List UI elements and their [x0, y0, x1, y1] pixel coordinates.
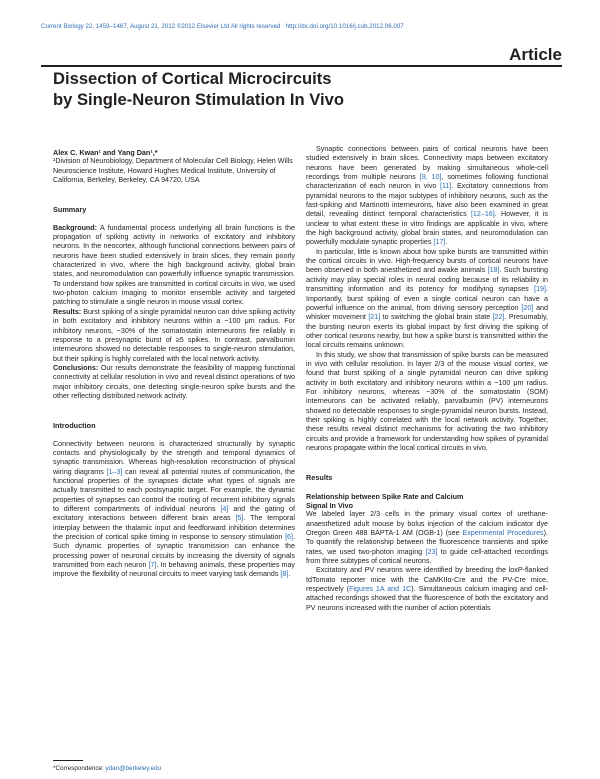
body-text: Synaptic connections between pairs of cortical neurons have been studied extensively in brain slices. Connectivity maps between excitatory neurons have been generated by making simultaneous whole-cell recordings from multiple neurons	[306, 145, 548, 182]
citation-link[interactable]: [12–16]	[470, 210, 495, 219]
citation-link[interactable]: [7]	[148, 561, 157, 570]
citation-link[interactable]: [20]	[521, 303, 534, 312]
subheading-line-2: Signal In Vivo	[306, 501, 353, 511]
citation-link[interactable]: [17]	[433, 238, 446, 247]
intro-text: and the gating of excitatory interactions between different brain areas	[53, 505, 295, 523]
conclusions-text: Our results demonstrate the feasibility of mapping functional connectivity at cellular resolution in vivo and reveal distinct operations of two major inhibitory circuits, one detecting single-neuron spike bursts and the other reflecting distributed network activity.	[53, 363, 295, 400]
body-text: ). Simultaneous calcium imaging and cell-attached recordings showed that the fluorescence of both the excitatory and PV neurons increased with the number of action potentials	[306, 585, 548, 612]
body-text: . Excitatory connections from pyramidal neurons to the major subtypes of inhibitory neurons, such as the fast-spiking and Martinotti interneurons, have also been examined in great detail, revealing distinct temporal characteristics	[306, 182, 548, 219]
title-line-1: Dissection of Cortical Microcircuits	[53, 69, 332, 88]
citation-link[interactable]: [1–3]	[106, 467, 123, 476]
citation-link[interactable]: [19]	[534, 285, 547, 294]
body-paragraph	[306, 248, 548, 351]
body-text: . Such bursting activity may play special roles in neural coding because of its reliability in transmitting information and its potency for modifying synapses	[306, 266, 548, 294]
body-paragraph	[306, 145, 548, 248]
article-type-label: Article	[509, 45, 562, 64]
body-text: , sometimes following functional characterization of each neuron in vivo	[306, 173, 549, 191]
introduction-heading: Introduction	[53, 421, 96, 431]
journal-name: Current Biology	[41, 23, 84, 30]
doi-link[interactable]: http://dx.doi.org/10.1016/j.cub.2012.06.007	[285, 23, 404, 30]
intro-text: . In behaving animals, these properties may improve the flexibility of neuronal circuits to meet varying task demands	[53, 561, 295, 579]
email-link[interactable]: ydan@berkeley.edu	[105, 765, 162, 772]
journal-header	[41, 23, 561, 30]
summary-conclusions	[53, 364, 295, 401]
citation-link[interactable]: [23]	[425, 547, 438, 556]
citation-link[interactable]: [9, 10]	[419, 173, 442, 182]
figure-link[interactable]: Figures 1A and 1C	[349, 585, 412, 594]
body-text: We labeled layer 2/3 cells in the primary visual cortex of urethane-anaesthetized adult mouse by bolus injection of the calcium indicator dye Oregon Green 488 BAPTA-1 AM (OGB-1) (see	[306, 510, 548, 538]
intro-text: .	[288, 570, 291, 579]
citation-link[interactable]: [8]	[280, 570, 289, 579]
body-paragraph	[306, 510, 548, 566]
intro-text: can reveal all potential routes of communication, the functional properties of the synapses dictate what types of signals are actually transmitted to each postsynaptic target. For example, the dynamic properties of synapses can control the routing of recurrent inhibitory signals to different compartments of individual neurons	[53, 467, 295, 513]
intro-text: . Such dynamic properties of synaptic transmission can enhance the processing power of neuronal circuits by increasing the diversity of signals transmitted from each neuron	[53, 533, 295, 570]
results-text: Burst spiking of a single pyramidal neuron can drive spiking activity in both excitatory and inhibitory neurons within a ~100 μm radius. For inhibitory neurons, ~30% of the somatostatin interneurons fire reliably in response to a presynaptic burst of ≥5 spikes. In contrast, parvalbumin interneurons showed no detectable responses to single-neuron stimulation, but their spiking is highly correlated with the local network activity.	[53, 307, 295, 363]
citation-link[interactable]: [5]	[235, 514, 244, 523]
summary-results	[53, 308, 295, 364]
body-text: .	[445, 238, 448, 247]
body-text: ). To quantify the relationship between the fluorescence transients and spike rates, we used two-photon imaging	[306, 529, 548, 556]
introduction-paragraph	[53, 440, 295, 580]
background-text: A fundamental process underlying all brain functions is the propagation of spiking activity in networks of excitatory and inhibitory neurons. In the neocortex, although functional connections between pairs of neurons have been studied extensively in brain slices, they remain poorly characterized in vivo, where the high background activity, global brain states, and neuromodulation can powerfully influence synaptic transmission. To understand how spikes are transmitted in cortical circuits in vivo, we used two-photon calcium imaging to monitor ensemble activity and targeted patching to stimulate a single neuron in mouse visual cortex.	[53, 223, 295, 307]
citation-link[interactable]: [6]	[285, 533, 294, 542]
body-text: . Presumably, the bursting neuron exerts its global impact by first driving the spiking of other cortical neurons nearby, but how a spike burst is transmitted within the local circuits remains unknown.	[306, 313, 549, 350]
body-text: In particular, little is known about how spike bursts are transmitted within the cortical circuits in vivo. High-frequency bursts of cortical neurons have been observed in both anesthetized and awake animals	[306, 247, 548, 275]
footnote-label: *Correspondence:	[53, 765, 106, 772]
body-text: and whisker movement	[306, 303, 548, 322]
header-rule	[41, 65, 562, 67]
body-text: to guide cell-attached recordings from three subtypes of cortical neurons.	[306, 547, 548, 566]
citation-link[interactable]: [22]	[492, 313, 505, 322]
intro-text: Connectivity between neurons is characterized structurally by synaptic contacts and physiologically by the strength and temporal dynamics of synaptic transmission. Whereas high-resolution reconstruction of physical wiring diagrams	[53, 439, 295, 476]
body-text: to switching the global brain state	[380, 313, 493, 322]
copyright-notice: ©2012 Elsevier Ltd All rights reserved	[176, 23, 281, 30]
summary-background	[53, 224, 295, 308]
methods-link[interactable]: Experimental Procedures	[462, 529, 544, 538]
results-heading: Results	[306, 473, 333, 483]
body-text: . However, it is unclear to what extent these in vitro findings are applicable in vivo, where the high background activity, global brain states, and neuromodulation can powerfully modulate synaptic properties	[306, 210, 548, 247]
right-column	[306, 145, 548, 613]
subheading-line-1: Relationship between Spike Rate and Calcium	[306, 491, 464, 501]
correspondence-footnote	[53, 765, 161, 772]
citation-link[interactable]: [4]	[220, 505, 229, 513]
conclusions-label: Conclusions:	[53, 363, 99, 372]
body-text: Excitatory and PV neurons were identified by breeding the loxP-flanked tdTomato reporter mice with the CaMKIIα-Cre and the PV-Cre mice, respectively (	[306, 566, 548, 594]
footnote-rule	[53, 760, 83, 761]
title-line-2: by Single-Neuron Stimulation In Vivo	[53, 89, 345, 109]
citation-link[interactable]: [21]	[368, 313, 381, 322]
intro-text: . The temporal interplay between the thalamic input and feedforward inhibition determines the precision of cortical spike timing in response to sensory stimulation	[53, 514, 295, 542]
author-list: Alex C. Kwan¹ and Yang Dan¹,*	[53, 148, 158, 157]
article-title	[53, 69, 533, 110]
summary-heading: Summary	[53, 205, 87, 215]
left-column	[53, 148, 295, 580]
citation-link[interactable]: [18]	[487, 266, 500, 275]
body-text: . Importantly, burst spiking of even a single cortical neuron can have a powerful influence on the animal, from driving sensory perception	[306, 285, 548, 312]
journal-citation: 22, 1459–1467, August 21, 2012	[83, 23, 177, 30]
body-paragraph	[306, 566, 548, 613]
author-affiliation: ¹Division of Neurobiology, Department of Molecular Cell Biology, Helen Wills Neuroscience Institute, Howard Hughes Medical Institute, University of California, Berkeley, Berkeley, CA 94720, USA	[53, 157, 293, 185]
results-label: Results:	[53, 307, 82, 316]
body-paragraph: In this study, we show that transmission of spike bursts can be measured in vivo with cellular resolution. In layer 2/3 of the mouse visual cortex, we found that burst spiking of a single pyramidal neuron can drive spiking activity in both excitatory and inhibitory neurons within a ~100 μm radius. For inhibitory neurons, whereas ~30% of the somatostatin (SOM) interneurons can be activated reliably, parvalbumin (PV) interneurons showed no detectable responses to single-pyramidal neuron bursts. Instead, their spiking is highly correlated with the local network activity. Together, these results reveal distinct mechanisms for activating the two inhibitory circuits and provide a framework for understanding how spikes of pyramidal neurons propagate within the local cortical circuits in vivo.	[306, 350, 548, 452]
citation-link[interactable]: [11]	[440, 182, 452, 191]
background-label: Background:	[53, 223, 98, 232]
results-subheading	[306, 492, 548, 511]
